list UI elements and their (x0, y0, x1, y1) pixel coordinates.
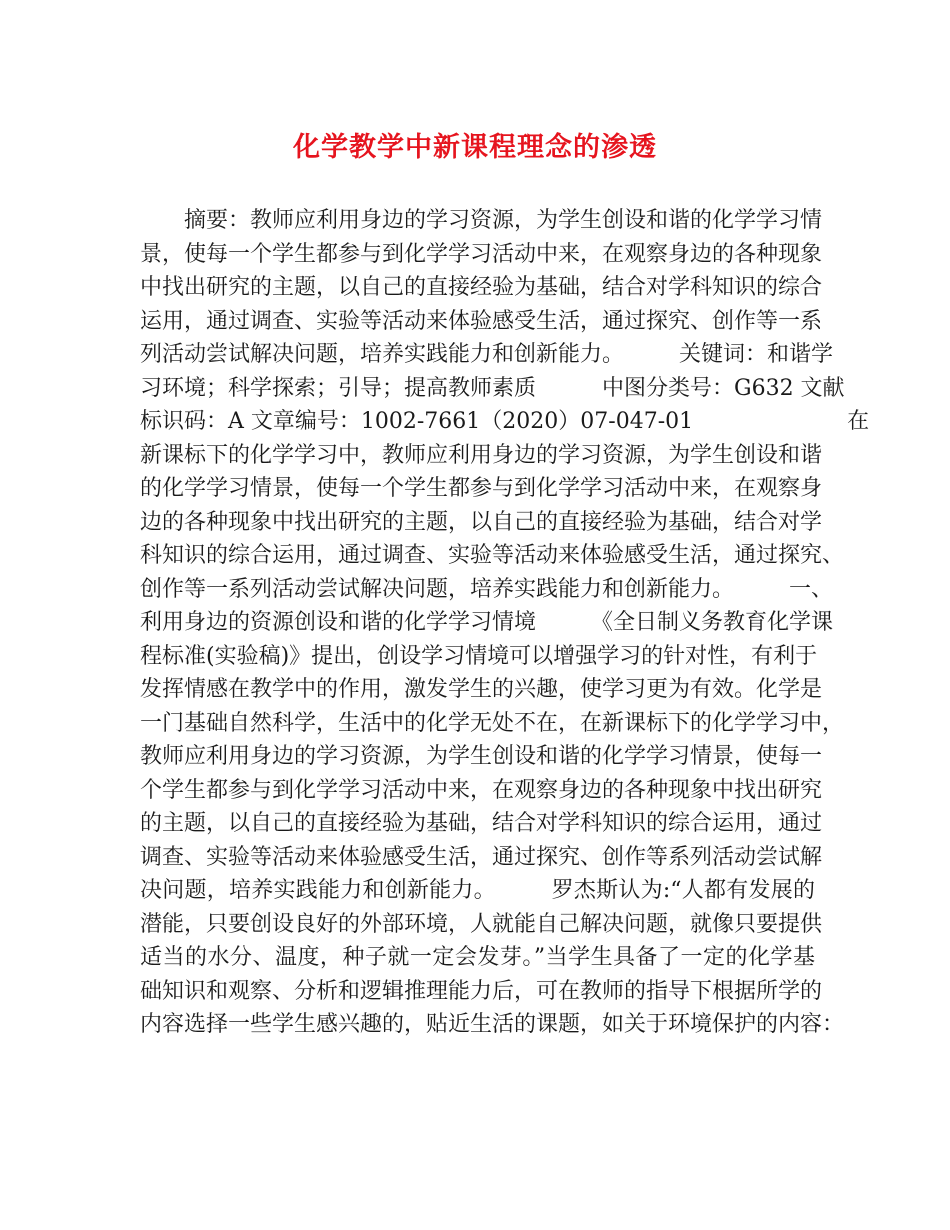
body-line: 潜能，只要创设良好的外部环境，人就能自己解决问题，就像只要提供 (140, 911, 823, 937)
body-line: 标识码：A 文章编号：1002-7661（2020）07-047-01 在 (140, 409, 870, 434)
body-line: 的主题，以自己的直接经验为基础，结合对学科知识的综合运用，通过 (140, 811, 823, 836)
document-body (140, 204, 870, 1042)
body-line: 调查、实验等活动来体验感受生活，通过探究、创作等系列活动尝试解 (140, 844, 823, 870)
body-line: 发挥情感在教学中的作用，激发学生的兴趣，使学习更为有效。化学是 (140, 677, 823, 702)
body-line: 础知识和观察、分析和逻辑推理能力后，可在教师的指导下根据所学的 (140, 978, 823, 1004)
body-line: 的化学学习情景，使每一个学生都参与到化学学习活动中来，在观察身 (140, 476, 823, 501)
body-line: 一门基础自然科学，生活中的化学无处不在，在新课标下的化学学习中， (140, 710, 845, 736)
body-line: 景，使每一个学生都参与到化学学习活动中来，在观察身边的各种现象 (140, 241, 823, 267)
body-line: 适当的水分、温度，种子就一定会发芽。”当学生具备了一定的化学基 (140, 945, 815, 970)
body-line: 摘要：教师应利用身边的学习资源，为学生创设和谐的化学学习情 (140, 208, 823, 233)
body-line: 个学生都参与到化学学习活动中来，在观察身边的各种现象中找出研究 (140, 777, 823, 803)
body-line: 习环境；科学探索；引导；提高教师素质 中图分类号：G632 文献 (140, 375, 845, 401)
body-line: 新课标下的化学学习中，教师应利用身边的学习资源，为学生创设和谐 (140, 442, 823, 468)
document-title: 化学教学中新课程理念的渗透 (293, 132, 657, 163)
body-line: 程标准(实验稿)》提出，创设学习情境可以增强学习的针对性，有利于 (140, 643, 818, 669)
body-line: 利用身边的资源创设和谐的化学学习情境 《全日制义务教育化学课 (140, 610, 834, 635)
body-line: 中找出研究的主题，以自己的直接经验为基础，结合对学科知识的综合 (140, 275, 823, 300)
body-line: 边的各种现象中找出研究的主题，以自己的直接经验为基础，结合对学 (140, 509, 823, 535)
body-line: 运用，通过调查、实验等活动来体验感受生活，通过探究、创作等一系 (140, 308, 823, 334)
body-line: 教师应利用身边的学习资源，为学生创设和谐的化学学习情景，使每一 (140, 744, 823, 769)
body-line: 列活动尝试解决问题，培养实践能力和创新能力。 关键词：和谐学 (140, 342, 834, 367)
body-line: 决问题，培养实践能力和创新能力。 罗杰斯认为:“人都有发展的 (140, 878, 815, 903)
body-line: 内容选择一些学生感兴趣的，贴近生活的课题，如关于环境保护的内容： (140, 1012, 845, 1037)
body-line: 创作等一系列活动尝试解决问题，培养实践能力和创新能力。 一、 (140, 576, 834, 602)
body-line: 科知识的综合运用，通过调查、实验等活动来体验感受生活，通过探究、 (140, 543, 845, 568)
